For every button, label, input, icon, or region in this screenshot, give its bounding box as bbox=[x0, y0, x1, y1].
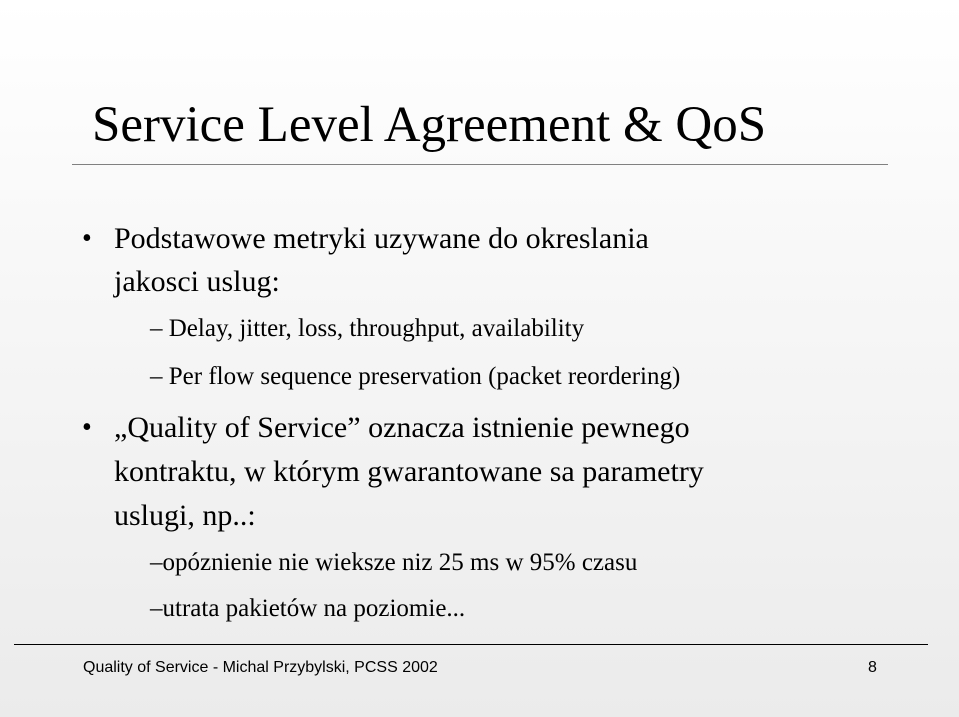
slide-title: Service Level Agreement & QoS bbox=[92, 97, 767, 153]
bullet-text: uslugi, np..: bbox=[114, 499, 256, 532]
footer-divider bbox=[14, 644, 928, 645]
sub-bullet-text: – Per flow sequence preservation (packet reordering) bbox=[150, 363, 681, 390]
title-divider bbox=[72, 164, 888, 165]
footer-text: Quality of Service - Michal Przybylski, PCSS 2002 bbox=[83, 659, 438, 676]
bullet-text: jakosci uslug: bbox=[114, 265, 280, 298]
page-number: 8 bbox=[868, 659, 877, 676]
bullet-text: „Quality of Service” oznacza istnienie pewnego bbox=[114, 411, 690, 444]
bullet-marker: • bbox=[82, 223, 92, 254]
bullet-marker: • bbox=[82, 412, 92, 443]
bullet-text: kontraktu, w którym gwarantowane sa parametry bbox=[114, 455, 704, 488]
sub-bullet-text: – Delay, jitter, loss, throughput, availability bbox=[150, 315, 585, 342]
sub-bullet-text: –opóznienie nie wieksze niz 25 ms w 95% czasu bbox=[150, 549, 638, 576]
sub-bullet-text: –utrata pakietów na poziomie... bbox=[150, 595, 466, 622]
bullet-text: Podstawowe metryki uzywane do okreslania bbox=[114, 222, 649, 255]
